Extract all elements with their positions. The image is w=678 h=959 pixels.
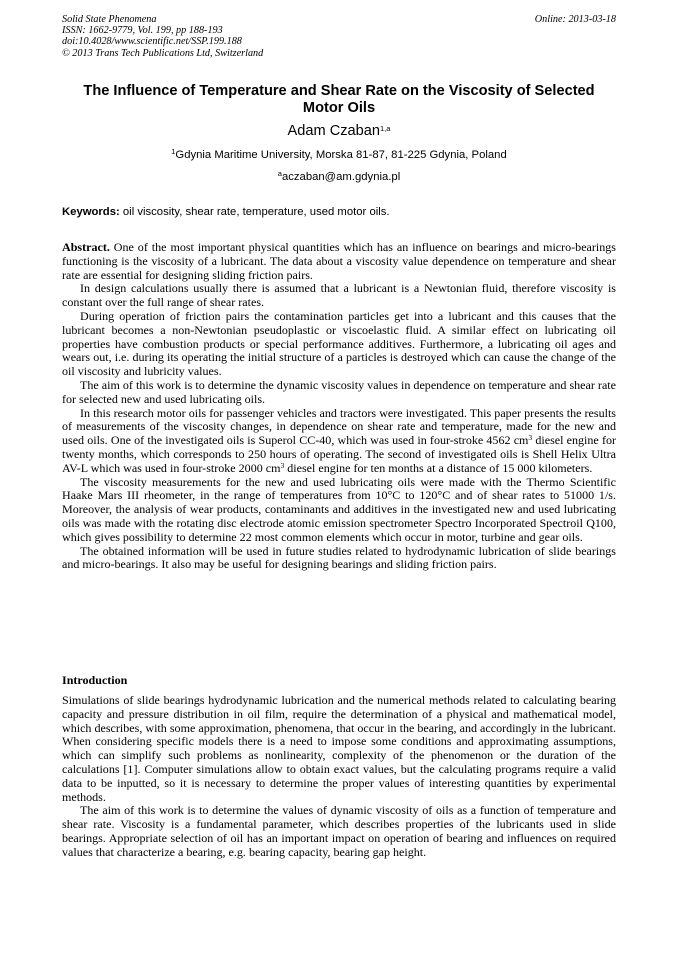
affiliation-text: Gdynia Maritime University, Morska 81-87, 81-225 Gdynia, Poland [175, 149, 507, 161]
affiliation-mark: 1 [171, 147, 176, 156]
abstract-paragraph-2: In design calculations usually there is assumed that a lubricant is a Newtonian fluid, therefore viscosity is constant over the full range of shear rates. [62, 281, 616, 310]
introduction-paragraph-1: Simulations of slide bearings hydrodynamic lubrication and the numerical methods related to calculating bearing capacity and pressure distribution in oil film, require the determination of a physical and mathematical model, which describes, with some approximation, phenomena, that occur in the bearing, and accordingly in the lubricant. When considering specific models there is a need to impose some conditions and approximating assumptions, which can simplify such problems as nonlinearity, complexity of the phenomenon or the duration of the calculations [1]. Computer simulations allow to obtain exact values, but the calculating programs require a valid data to be inputted, so it is necessary to determine the proper values of interesting quantities by experimental methods. [62, 693, 616, 804]
author-line [62, 123, 616, 140]
affiliation [62, 149, 616, 162]
superscript-3: 3 [280, 460, 285, 470]
abstract [62, 241, 616, 572]
abstract-paragraph-7: The obtained information will be used in future studies related to hydrodynamic lubrication of slide bearings and micro-bearings. It also may be useful for designing bearings and sliding friction pairs. [62, 543, 616, 572]
abstract-text-5c: diesel engine for ten months at a distance of 15 000 kilometers. [284, 460, 593, 475]
copyright-line: © 2013 Trans Tech Publications Ltd, Switzerland [62, 47, 264, 59]
introduction-heading: Introduction [62, 673, 128, 687]
online-date: Online: 2013-03-18 [534, 14, 616, 25]
email-mark: a [277, 169, 282, 178]
author-marks: 1,a [380, 124, 391, 133]
introduction-paragraph-2: The aim of this work is to determine the values of dynamic viscosity of oils as a function of temperature and shear rate. Viscosity is a fundamental parameter, which describes properties of the lubricants used in slide bearings. Appropriate selection of oil has an important impact on operation of bearing and influences on required values that characterize a bearing, e.g. bearing capacity, bearing gap height. [62, 803, 616, 859]
issn-line: ISSN: 1662-9779, Vol. 199, pp 188-193 [62, 25, 223, 37]
keywords [62, 206, 616, 219]
abstract-text-5b: diesel engine for twenty months, which corresponds to 250 hours of operating. The second of investigated oils is Shell Helix Ultra AV-L which was used in four-stroke 2000 cm [62, 433, 617, 475]
abstract-paragraph-6: The viscosity measurements for the new and used lubricating oils were made with the Thermo Scientific Haake Mars III rheometer, in the range of temperatures from 10°C to 120°C and of shear rates to 51000 1/s. Moreover, the analysis of wear products, contaminants and additives in the investigated new and used lubricating oils was made with the rotating disc electrode atomic emission spectrometer Spectro Incorporated Spectroil Q100, which gives possibility to determine 22 most common elements which occur in motor, turbine and gear oils. [62, 474, 616, 544]
abstract-paragraph-5 [62, 407, 616, 476]
email-address[interactable]: aczaban@am.gdynia.pl [281, 171, 401, 183]
superscript-3: 3 [528, 433, 533, 443]
journal-name: Solid State Phenomena [62, 14, 157, 25]
abstract-paragraph-3: During operation of friction pairs the contamination particles get into a lubricant and this causes that the lubricant becomes a non-Newtonian pseudoplastic or viscoelastic fluid. A similar effect on lubricating oil properties have combustion products or special performance additives. Furthermore, a lubricating oil ages and wears out, i.e. during its operating the initial structure of a particles is destroyed which can cause the change of the oil viscosity and lubricity values. [62, 308, 616, 379]
abstract-paragraph-1 [62, 241, 616, 282]
email-line [62, 171, 616, 184]
introduction [62, 694, 616, 860]
abstract-label: Abstract. [62, 240, 110, 254]
doi-line: doi:10.4028/www.scientific.net/SSP.199.188 [62, 36, 242, 48]
abstract-text-1: One of the most important physical quantities which has an influence on bearings and micro-bearings functioning is the viscosity of a lubricant. The data about a viscosity value dependence on temperature and shear rate are essential for designing sliding friction pairs. [62, 240, 616, 282]
abstract-paragraph-4: The aim of this work is to determine the dynamic viscosity values in dependence on temperature and shear rate for selected new and used lubricating oils. [62, 377, 616, 406]
running-header [62, 14, 616, 59]
keywords-text: oil viscosity, shear rate, temperature, used motor oils. [119, 206, 390, 218]
paper-title: The Influence of Temperature and Shear Rate on the Viscosity of Selected Motor Oils [83, 83, 595, 116]
keywords-label: Keywords: [62, 206, 120, 218]
abstract-text-5a: In this research motor oils for passenger vehicles and tractors were investigated. This paper presents the results of measurements of the viscosity changes, in dependence on shear rate and temperature, made for the new and used oils. One of the investigated oils is Superol CC-40, which was used in four-stroke 4562 cm [62, 405, 616, 448]
author-name: Adam Czaban [287, 123, 381, 139]
